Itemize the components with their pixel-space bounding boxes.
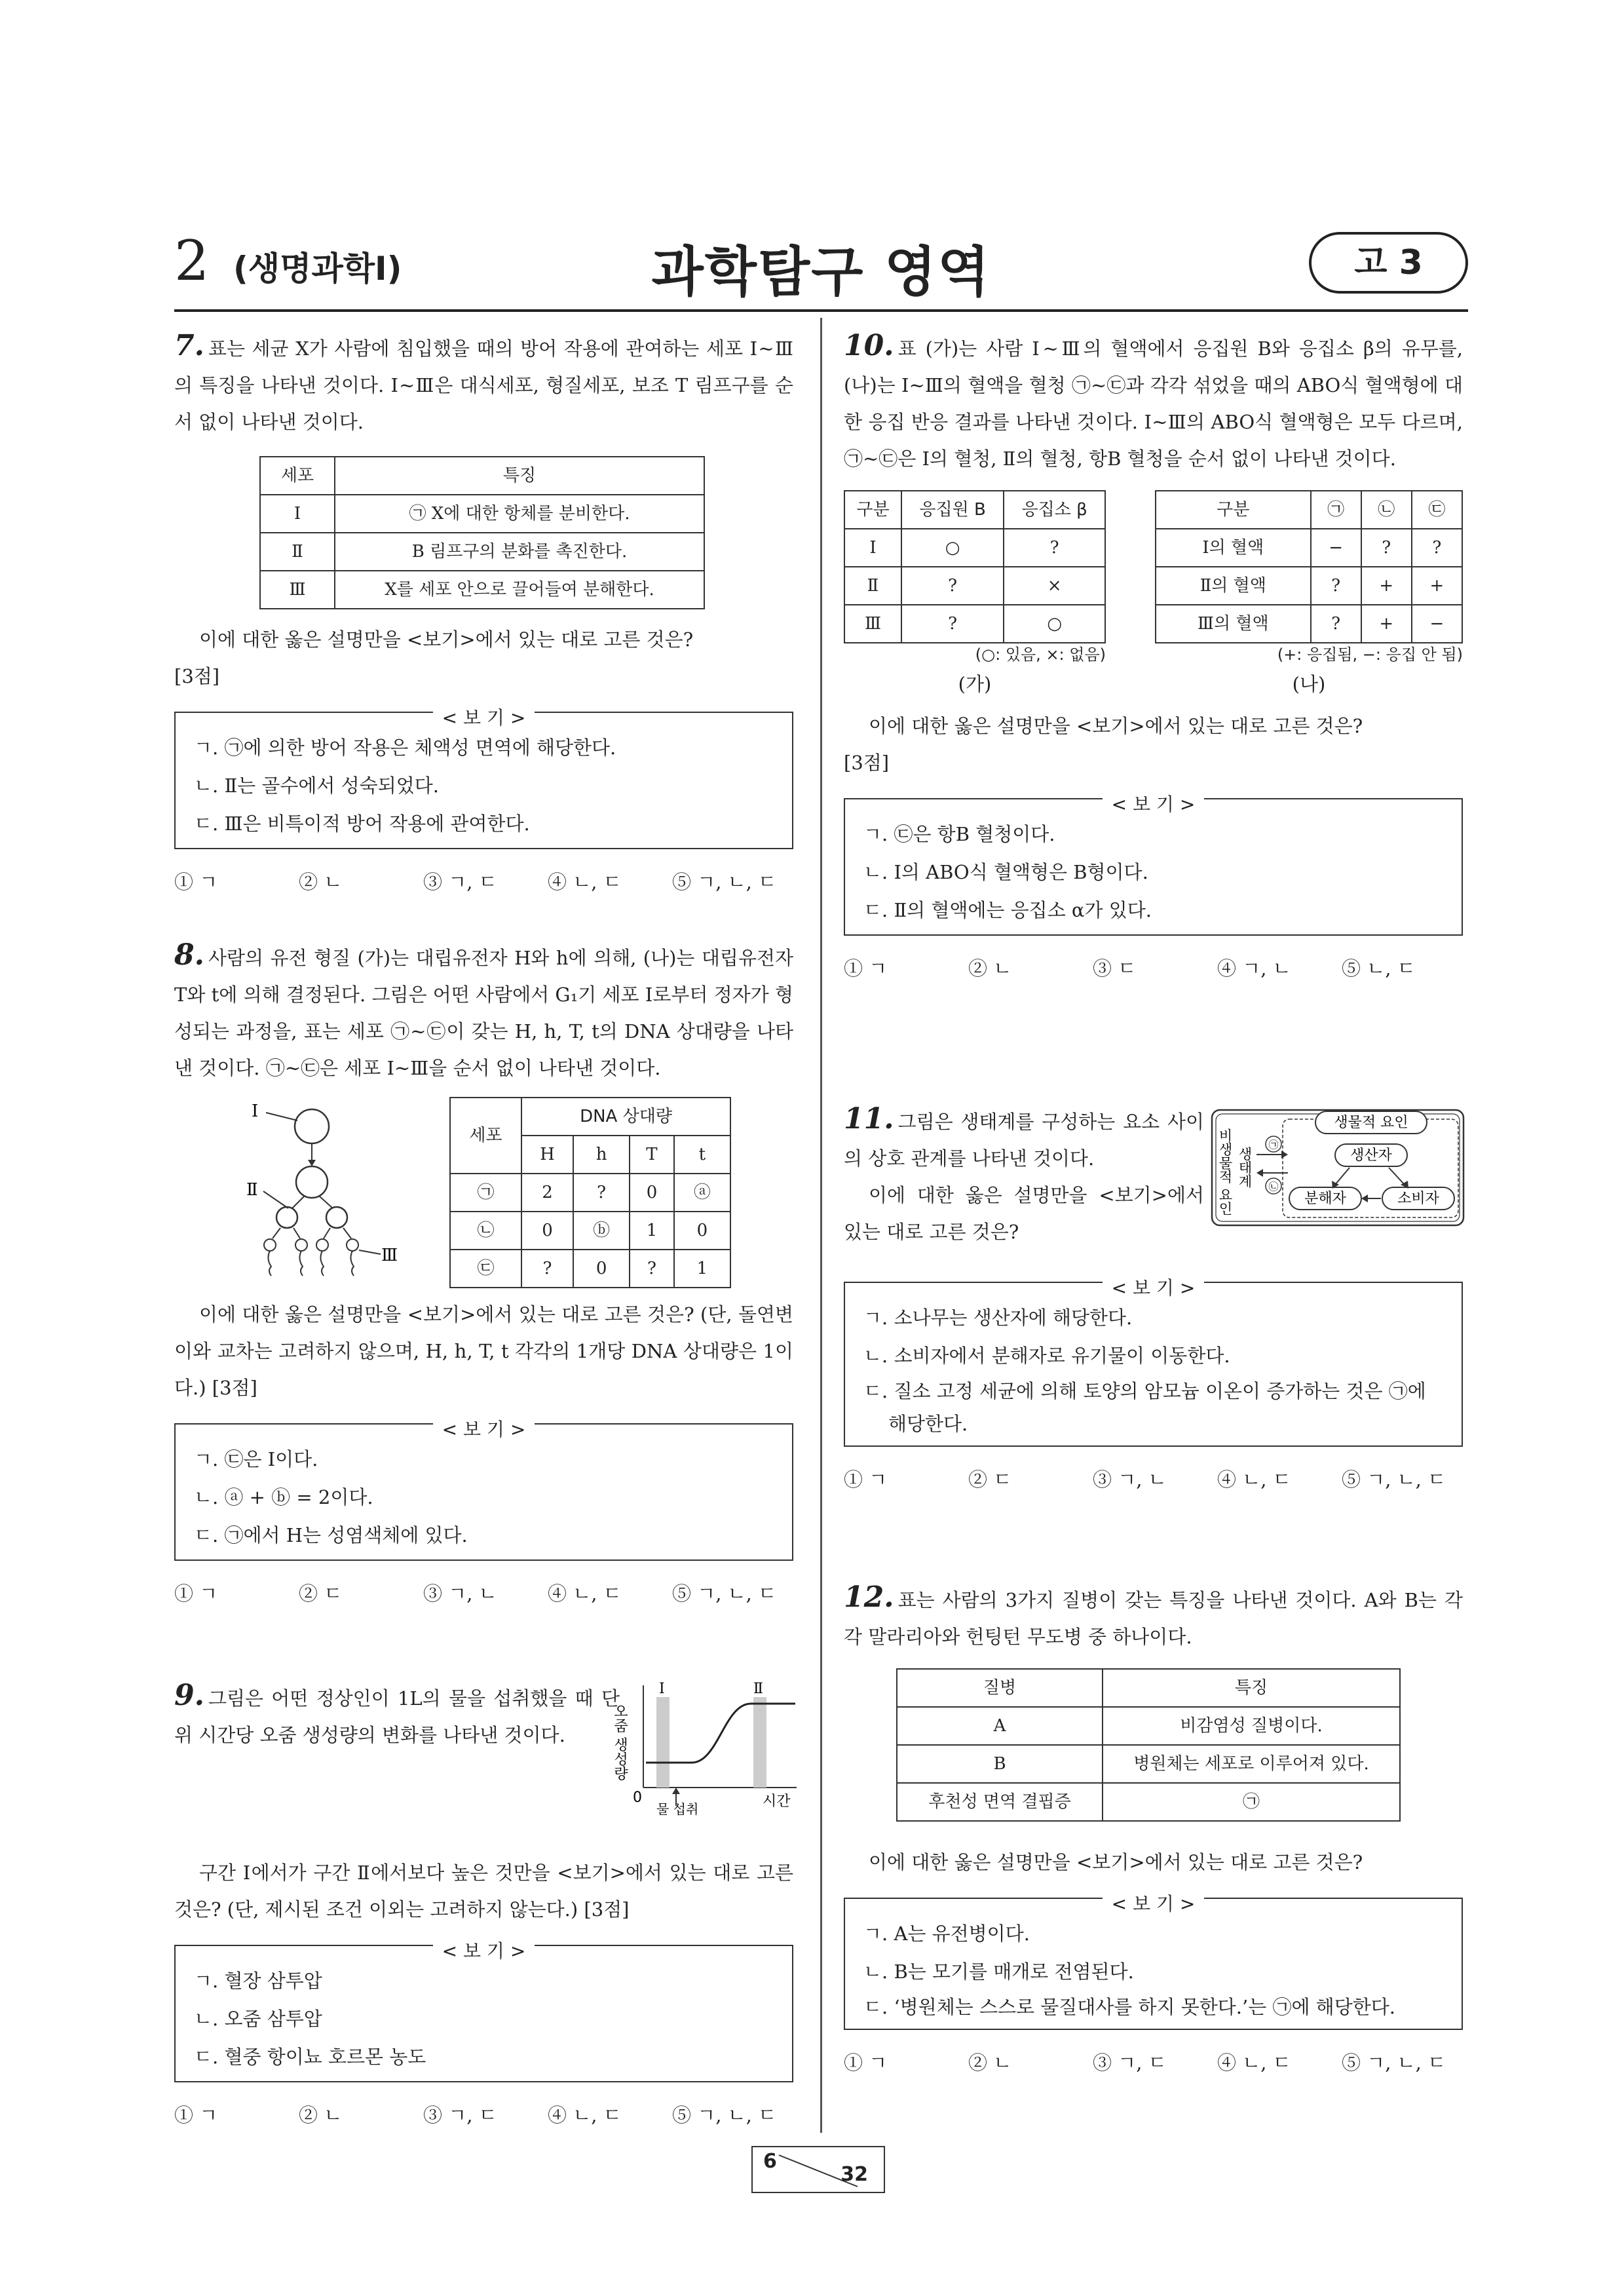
graph-ylabel: 오줌 생성량 — [611, 1704, 628, 1780]
spermatogenesis-diagram — [246, 1097, 417, 1287]
graph-origin: 0 — [633, 1789, 642, 1806]
question-number: 9. — [174, 1679, 204, 1712]
table-cell: ⓑ — [573, 1212, 630, 1250]
table-cell: Ⅰ의 혈액 — [1156, 529, 1311, 567]
question-12 — [844, 1579, 1463, 2081]
subject-label: (생명과학Ⅰ) — [233, 250, 402, 288]
choice-1[interactable]: ① ㄱ — [174, 871, 218, 893]
question-number: 8. — [174, 938, 204, 972]
question-prompt: 이에 대한 옳은 설명만을 <보기>에서 있는 대로 고른 것은? — [869, 1851, 1363, 1873]
table-header: ㉠ — [1311, 491, 1361, 529]
table-cell: B — [897, 1745, 1103, 1783]
table-cell: A — [897, 1707, 1103, 1745]
choice-1[interactable]: ① ㄱ — [844, 1468, 888, 1491]
bogi-box — [174, 707, 793, 849]
bogi-title: < 보 기 > — [1103, 1893, 1205, 1915]
ecosystem-label: 생태계 — [1237, 1147, 1253, 1188]
bogi-box — [844, 1277, 1463, 1447]
table-cell: 0 — [630, 1174, 674, 1212]
graph-interval-i: Ⅰ — [659, 1681, 665, 1697]
bogi-box — [844, 794, 1463, 936]
table-cell: T — [630, 1136, 674, 1174]
choice-4[interactable]: ④ ㄴ, ㄷ — [548, 871, 622, 893]
table-cell: 후천성 면역 결핍증 — [897, 1783, 1103, 1821]
table-row — [260, 533, 704, 571]
cell-table — [259, 456, 705, 609]
bogi-item: ㄷ. ㉠에서 H는 성염색체에 있다. — [194, 1524, 468, 1546]
choice-3[interactable]: ③ ㄱ, ㄴ — [423, 1582, 497, 1605]
bogi-box — [174, 1419, 793, 1561]
table-cell: ㉠ X에 대한 항체를 분비한다. — [335, 495, 704, 533]
table-cell: + — [1361, 605, 1412, 643]
bogi-item: ㄱ. 혈장 삼투압 — [194, 1970, 322, 1992]
table-a — [844, 490, 1106, 643]
table-cell: 비감염성 질병이다. — [1103, 1707, 1400, 1745]
answer-choices — [844, 2044, 1463, 2081]
arrow-a-label: ㉠ — [1268, 1139, 1279, 1151]
bogi-title: < 보 기 > — [433, 1940, 535, 1962]
table-row — [897, 1707, 1400, 1745]
choice-1[interactable]: ① ㄱ — [174, 2104, 218, 2126]
bogi-title: < 보 기 > — [1103, 794, 1205, 815]
table-row — [450, 1174, 730, 1212]
table-cell: 1 — [674, 1250, 730, 1288]
footer-total: 32 — [840, 2163, 868, 2186]
bogi-item: ㄱ. A는 유전병이다. — [863, 1923, 1030, 1945]
choice-4[interactable]: ④ ㄴ, ㄷ — [548, 2104, 622, 2126]
choice-3[interactable]: ③ ㄱ, ㄷ — [423, 871, 497, 893]
table-header: 구분 — [1156, 491, 1311, 529]
bogi-item: ㄱ. ㉢은 항B 혈청이다. — [863, 823, 1055, 845]
table-row — [844, 567, 1105, 605]
question-text: 사람의 유전 형질 (가)는 대립유전자 H와 h에 의해, (나)는 대립유전자 T와 t에 의해 결정된다. 그림은 어떤 사람에서 G₁기 세포 Ⅰ로부터 정자가 형성되는 과정을, 표는 세포 ㉠~㉢이 갖는 H, h, T, t의 DNA 상대량을 나타낸 것이다. ㉠~㉢은 세포 Ⅰ~Ⅲ을 순서 없이 나타낸 것이다. — [174, 947, 793, 1079]
column-divider — [820, 318, 822, 2133]
question-prompt: 이에 대한 옳은 설명만을 <보기>에서 있는 대로 고른 것은? (단, 돌연변이와 교차는 고려하지 않으며, H, h, T, t 각각의 1개당 DNA 상대량은 1이다.) [3점] — [174, 1303, 793, 1399]
table-row — [1156, 605, 1462, 643]
bogi-box — [844, 1893, 1463, 2030]
table-cell: Ⅱ의 혈액 — [1156, 567, 1311, 605]
blood-tables — [844, 490, 1463, 702]
table-cell: 0 — [573, 1250, 630, 1288]
abiotic-label: 비생물적 요인 — [1217, 1128, 1233, 1215]
table-header: 세포 — [450, 1098, 521, 1174]
page-number: 2 — [174, 229, 210, 293]
page-header — [174, 223, 1468, 308]
choice-5[interactable]: ⑤ ㄴ, ㄷ — [1342, 957, 1416, 980]
question-8 — [174, 937, 793, 1612]
table-row — [450, 1212, 730, 1250]
section-title: 과학탐구 영역 — [651, 241, 991, 303]
table-cell: Ⅱ — [844, 567, 901, 605]
table-cell: 0 — [674, 1212, 730, 1250]
table-caption: (나) — [1292, 673, 1326, 695]
question-prompt: 구간 Ⅰ에서가 구간 Ⅱ에서보다 높은 것만을 <보기>에서 있는 대로 고른 것은? (단, 제시된 조건 이외는 고려하지 않는다.) [3점] — [174, 1862, 793, 1921]
bogi-item: ㄷ. ‘병원체는 스스로 물질대사를 하지 못한다.’는 ㉠에 해당한다. — [863, 1996, 1395, 2018]
table-row — [1156, 567, 1462, 605]
urine-graph — [611, 1677, 803, 1817]
table-cell: Ⅱ — [260, 533, 335, 571]
question-number: 7. — [174, 329, 204, 362]
bogi-item: ㄷ. Ⅱ의 혈액에는 응집소 α가 있다. — [863, 899, 1152, 921]
table-cell: h — [573, 1136, 630, 1174]
table-cell: X를 세포 안으로 끌어들여 분해한다. — [335, 571, 704, 609]
consumer-label: 소비자 — [1397, 1191, 1439, 1207]
choice-2[interactable]: ② ㄴ — [299, 871, 343, 893]
choice-3[interactable]: ③ ㄱ, ㄷ — [1093, 2052, 1167, 2074]
question-prompt: 이에 대한 옳은 설명만을 <보기>에서 있는 대로 고른 것은? — [199, 628, 694, 651]
bogi-item: ㄴ. ⓐ + ⓑ = 2이다. — [194, 1486, 373, 1508]
disease-table — [896, 1668, 1401, 1822]
choice-2[interactable]: ② ㄷ — [299, 1582, 343, 1605]
choice-1[interactable]: ① ㄱ — [844, 2052, 888, 2074]
table-cell: Ⅲ — [260, 571, 335, 609]
table-header: 구분 — [844, 491, 901, 529]
figure-row — [174, 1097, 793, 1287]
bogi-item: ㄴ. Ⅱ는 골수에서 성숙되었다. — [194, 775, 439, 797]
choice-2[interactable]: ② ㄴ — [968, 2052, 1012, 2074]
question-7 — [174, 328, 793, 900]
table-cell: × — [1004, 567, 1105, 605]
table-header: ㉡ — [1361, 491, 1412, 529]
answer-choices — [844, 950, 1463, 987]
table-cell: t — [674, 1136, 730, 1174]
table-cell: ? — [1311, 567, 1361, 605]
answer-choices — [174, 864, 793, 900]
question-text: 그림은 생태계를 구성하는 요소 사이의 상호 관계를 나타낸 것이다. — [844, 1111, 1204, 1170]
table-row — [844, 605, 1105, 643]
table-header: 세포 — [260, 457, 335, 495]
table-header: ㉢ — [1412, 491, 1462, 529]
table-row — [1156, 529, 1462, 567]
table-cell: Ⅲ — [844, 605, 901, 643]
bogi-title: < 보 기 > — [433, 707, 535, 729]
table-cell: ㉠ — [450, 1174, 521, 1212]
table-cell: Ⅰ — [844, 529, 901, 567]
bogi-item: ㄷ. 혈중 항이뇨 호르몬 농도 — [194, 2046, 426, 2068]
question-text: 표 (가)는 사람 Ⅰ~Ⅲ의 혈액에서 응집원 B와 응집소 β의 유무를, (나)는 Ⅰ~Ⅲ의 혈액을 혈청 ㉠~㉢과 각각 섞었을 때의 ABO식 혈액형에 대한 응집 반응 결과를 나타낸 것이다. Ⅰ~Ⅲ의 ABO식 혈액형은 모두 다르며, ㉠~㉢은 Ⅰ의 혈청, Ⅱ의 혈청, 항B 혈청을 순서 없이 나타낸 것이다. — [844, 337, 1463, 470]
table-cell: ㉢ — [450, 1250, 521, 1288]
question-text: 표는 세균 X가 사람에 침입했을 때의 방어 작용에 관여하는 세포 Ⅰ~Ⅲ의 특징을 나타낸 것이다. Ⅰ~Ⅲ은 대식세포, 형질세포, 보조 T 림프구를 순서 없이 나타낸 것이다. — [174, 337, 793, 433]
choice-5[interactable]: ⑤ ㄱ, ㄴ, ㄷ — [672, 2104, 777, 2126]
producer-label: 생산자 — [1350, 1147, 1392, 1164]
choice-5[interactable]: ⑤ ㄱ, ㄴ, ㄷ — [672, 871, 777, 893]
table-cell: ㉠ — [1103, 1783, 1400, 1821]
table-cell: Ⅲ의 혈액 — [1156, 605, 1311, 643]
table-note: (+: 응집됨, −: 응집 안 됨) — [1277, 645, 1463, 664]
table-row — [897, 1783, 1400, 1821]
table-cell: Ⅰ — [260, 495, 335, 533]
question-prompt: 이에 대한 옳은 설명만을 <보기>에서 있는 대로 고른 것은? — [869, 715, 1363, 737]
bogi-item: ㄴ. Ⅰ의 ABO식 혈액형은 B형이다. — [863, 861, 1148, 883]
table-cell: ? — [1311, 605, 1361, 643]
label-iii: Ⅲ — [381, 1246, 398, 1265]
table-cell: + — [1361, 567, 1412, 605]
table-cell: ? — [901, 567, 1004, 605]
ecosystem-diagram — [1211, 1107, 1466, 1232]
table-cell: − — [1412, 605, 1462, 643]
choice-5[interactable]: ⑤ ㄱ, ㄴ, ㄷ — [1342, 1468, 1446, 1491]
choice-2[interactable]: ② ㄴ — [968, 957, 1012, 980]
table-cell: ○ — [1004, 605, 1105, 643]
bogi-item: ㄴ. 소비자에서 분해자로 유기물이 이동한다. — [863, 1345, 1230, 1367]
answer-choices — [174, 2097, 793, 2133]
table-cell: B 림프구의 분화를 촉진한다. — [335, 533, 704, 571]
table-header: 응집소 β — [1004, 491, 1105, 529]
arrow-b-label: ㉡ — [1268, 1181, 1279, 1193]
biotic-label: 생물적 요인 — [1334, 1115, 1408, 1131]
choice-3[interactable]: ③ ㄷ — [1093, 957, 1137, 980]
choice-1[interactable]: ① ㄱ — [174, 1582, 218, 1605]
graph-event: 물 섭취 — [656, 1801, 699, 1817]
choice-3[interactable]: ③ ㄱ, ㄷ — [423, 2104, 497, 2126]
choice-4[interactable]: ④ ㄴ, ㄷ — [548, 1582, 622, 1605]
table-cell: ? — [1361, 529, 1412, 567]
choice-5[interactable]: ⑤ ㄱ, ㄴ, ㄷ — [1342, 2052, 1446, 2074]
table-cell: ? — [521, 1250, 573, 1288]
choice-1[interactable]: ① ㄱ — [844, 957, 888, 980]
table-header: 특징 — [1103, 1669, 1400, 1707]
label-ii: Ⅱ — [246, 1180, 258, 1200]
table-cell: ㉡ — [450, 1212, 521, 1250]
answer-choices — [174, 1575, 793, 1612]
choice-5[interactable]: ⑤ ㄱ, ㄴ, ㄷ — [672, 1582, 777, 1605]
question-number: 12. — [844, 1580, 894, 1614]
table-header: DNA 상대량 — [521, 1098, 730, 1136]
question-11 — [844, 1101, 1463, 1498]
header-rule — [174, 309, 1468, 312]
question-10 — [844, 328, 1463, 987]
table-cell: ? — [1004, 529, 1105, 567]
table-cell: 2 — [521, 1174, 573, 1212]
table-cell: 0 — [521, 1212, 573, 1250]
table-caption: (가) — [958, 673, 992, 695]
choice-2[interactable]: ② ㄴ — [299, 2104, 343, 2126]
table-b — [1155, 490, 1463, 643]
choice-4[interactable]: ④ ㄴ, ㄷ — [1217, 2052, 1291, 2074]
choice-3[interactable]: ③ ㄱ, ㄴ — [1093, 1468, 1167, 1491]
page-footer — [751, 2146, 885, 2193]
bogi-item: ㄷ. Ⅲ은 비특이적 방어 작용에 관여한다. — [194, 813, 530, 835]
question-text: 그림은 어떤 정상인이 1L의 물을 섭취했을 때 단위 시간당 오줌 생성량의 변화를 나타낸 것이다. — [174, 1687, 620, 1746]
bogi-item: ㄴ. B는 모기를 매개로 전염된다. — [863, 1961, 1134, 1983]
table-row — [844, 529, 1105, 567]
table-header: 응집원 B — [901, 491, 1004, 529]
bogi-title: < 보 기 > — [433, 1419, 535, 1440]
table-cell: − — [1311, 529, 1361, 567]
footer-page: 6 — [763, 2150, 777, 2173]
table-cell: 병원체는 세포로 이루어져 있다. — [1103, 1745, 1400, 1783]
label-i: Ⅰ — [252, 1101, 259, 1121]
question-number: 11. — [844, 1102, 894, 1136]
choice-2[interactable]: ② ㄷ — [968, 1468, 1012, 1491]
table-cell: + — [1412, 567, 1462, 605]
table-cell: ? — [573, 1174, 630, 1212]
table-row — [450, 1250, 730, 1288]
table-row — [260, 571, 704, 609]
bogi-item: ㄱ. ㉠에 의한 방어 작용은 체액성 면역에 해당한다. — [194, 737, 616, 759]
question-text: 표는 사람의 3가지 질병이 갖는 특징을 나타낸 것이다. A와 B는 각각 말라리아와 헌팅턴 무도병 중 하나이다. — [844, 1589, 1463, 1648]
bogi-title: < 보 기 > — [1103, 1277, 1205, 1299]
grade-badge: 고 3 — [1309, 232, 1468, 294]
table-header: 특징 — [335, 457, 704, 495]
table-cell: ○ — [901, 529, 1004, 567]
choice-4[interactable]: ④ ㄱ, ㄴ — [1217, 957, 1291, 980]
graph-interval-ii: Ⅱ — [753, 1681, 763, 1697]
bogi-box — [174, 1940, 793, 2082]
table-header: 질병 — [897, 1669, 1103, 1707]
decomposer-label: 분해자 — [1304, 1191, 1346, 1207]
table-cell: 1 — [630, 1212, 674, 1250]
table-cell: ? — [630, 1250, 674, 1288]
table-cell: ? — [1412, 529, 1462, 567]
points: [3점] — [174, 665, 220, 687]
table-row — [897, 1745, 1400, 1783]
table-cell: ⓐ — [674, 1174, 730, 1212]
bogi-item: ㄷ. 질소 고정 세균에 의해 토양의 암모늄 이온이 증가하는 것은 ㉠에 해당한다. — [863, 1380, 1426, 1435]
choice-4[interactable]: ④ ㄴ, ㄷ — [1217, 1468, 1291, 1491]
question-9 — [174, 1677, 793, 2133]
table-row — [260, 495, 704, 533]
bogi-item: ㄱ. 소나무는 생산자에 해당한다. — [863, 1307, 1133, 1329]
table-cell: ? — [901, 605, 1004, 643]
points: [3점] — [844, 752, 890, 774]
dna-table — [449, 1097, 731, 1288]
question-prompt: 이에 대한 옳은 설명만을 <보기>에서 있는 대로 고른 것은? — [844, 1184, 1204, 1243]
answer-choices — [844, 1461, 1463, 1498]
bogi-item: ㄴ. 오줌 삼투압 — [194, 2008, 322, 2030]
graph-xlabel: 시간 — [763, 1793, 791, 1810]
question-number: 10. — [844, 329, 894, 362]
table-cell: H — [521, 1136, 573, 1174]
table-note: (○: 있음, ×: 없음) — [975, 645, 1106, 664]
bogi-item: ㄱ. ㉢은 Ⅰ이다. — [194, 1448, 318, 1470]
